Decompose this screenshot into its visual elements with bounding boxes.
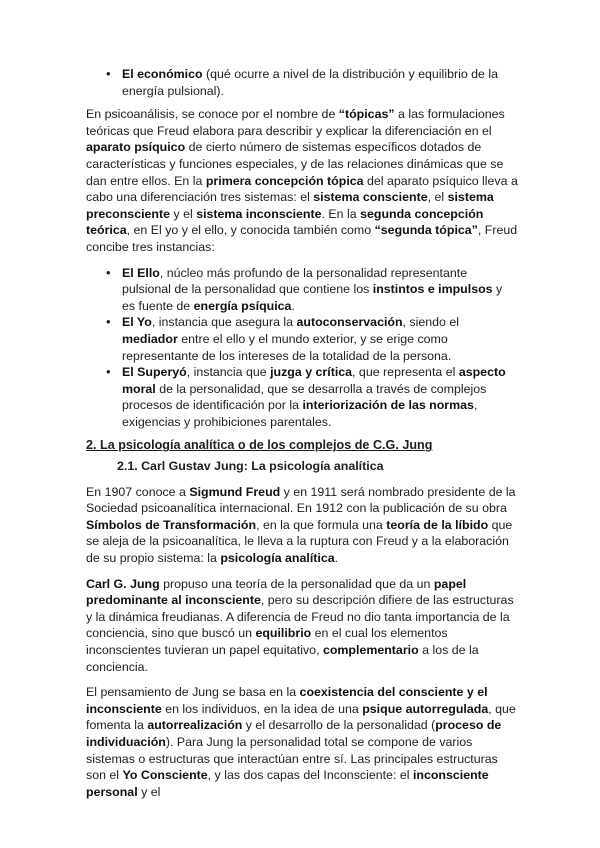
paragraph-topicas: En psicoanálisis, se conoce por el nombre de “tópicas” a las formulaciones teóricas que Freud elabora para describir y explicar la diferenciación en el aparato psíquico de cierto número de sistemas específicos dotados de características y funciones especiales, y de las relaciones dinámicas que se dan entre ellos. En la primera concepción tópica del aparato psíquico lleva a cabo una diferenciación tres sistemas: el sistema consciente, el sistema preconsciente y el sistema inconsciente. En la segunda concepción teórica, en El yo y el ello, y conocida también como “segunda tópica”, Freud concibe tres instancias: — [86, 107, 518, 254]
subsection-heading: 2.1. Carl Gustav Jung: La psicología analítica — [117, 459, 384, 474]
bullet-list-top — [86, 66, 518, 99]
list-item: • El económico (qué ocurre a nivel de la distribución y equilibrio de la energía pulsional). — [122, 66, 518, 99]
paragraph-jung-freud: En 1907 conoce a Sigmund Freud y en 1911 será nombrado presidente de la Sociedad psicoanalítica internacional. En 1912 con la publicación de su obra Símbolos de Transformación, en la que formula una teoría de la líbido que se aleja de la psicoanalítica, le lleva a la ruptura con Freud y a la elaboración de su propio sistema: la psicología analítica. — [86, 484, 516, 566]
paragraph-jung-teoria: Carl G. Jung propuso una teoría de la personalidad que da un papel predominante al inconsciente, pero su descripción difiere de las estructuras y la dinámica freudianas. A diferencia de Freud no dio tanta importancia de la conciencia, sino que buscó un equilibrio en el cual los elementos inconscientes tuvieran un papel equitativo, complementario a los de la conciencia. — [86, 576, 514, 674]
list-item: • El Yo, instancia que asegura la autoconservación, siendo el mediador entre el ello y el mundo exterior, y se erige como representante de los intereses de la totalidad de la persona. — [122, 314, 518, 364]
bullet-list-instancias — [86, 265, 518, 431]
list-item: • El Ello, núcleo más profundo de la personalidad representante pulsional de la personalidad que contiene los instintos e impulsos y es fuente de energía psíquica. — [122, 265, 518, 315]
paragraph-jung-pensamiento: El pensamiento de Jung se basa en la coexistencia del consciente y el inconsciente en los individuos, en la idea de una psique autorregulada, que fomenta la autorrealización y el desarrollo de la personalidad (proceso de individuación). Para Jung la personalidad total se compone de varios sistemas o estructuras que interactúan entre sí. Las principales estructuras son el Yo Consciente, y las dos capas del Inconsciente: el inconsciente personal y el — [86, 685, 516, 799]
list-item: • El Superyó, instancia que juzga y crítica, que representa el aspecto moral de la personalidad, que se desarrolla a través de complejos procesos de identificación por la interiorización de las normas, exigencias y prohibiciones parentales. — [122, 364, 518, 430]
section-heading: 2. La psicología analítica o de los complejos de C.G. Jung — [86, 438, 433, 453]
document-page — [86, 66, 518, 809]
